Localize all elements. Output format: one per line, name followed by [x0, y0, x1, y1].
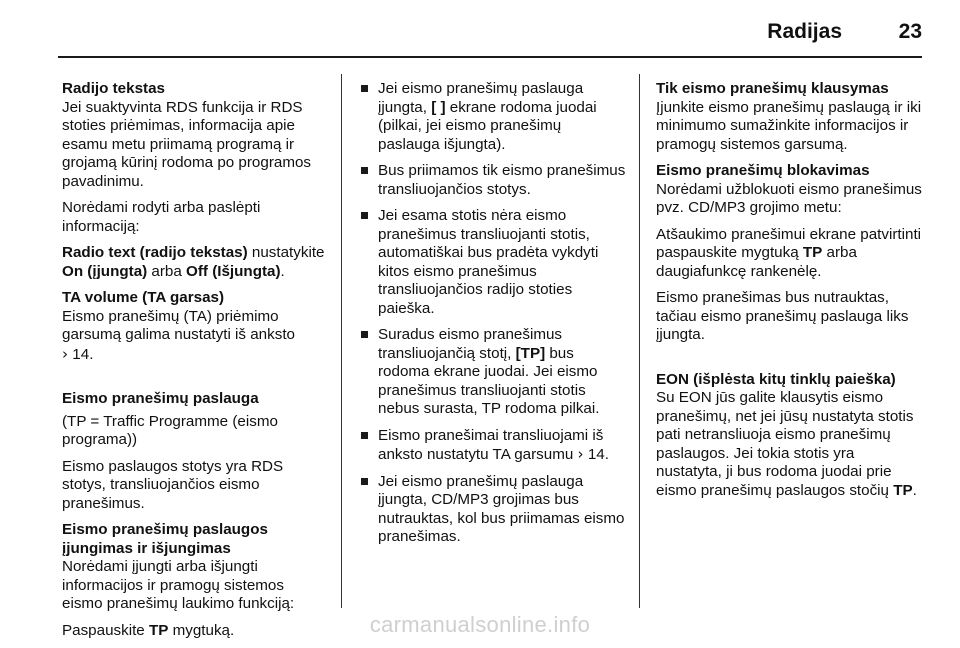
- service-heading: Eismo pranešimų paslauga: [62, 390, 259, 407]
- bullet-square-icon: [361, 212, 368, 219]
- column-divider-1: [341, 74, 342, 608]
- press-pre: Paspauskite: [62, 621, 149, 639]
- header-rule: [58, 56, 922, 58]
- or-word: arba: [147, 262, 187, 280]
- bullet-4-post: bus rodoma ekrane juodai. Jei eismo pranešimus transliuojanti stotis nebus surasta, TP rodoma pilkai.: [378, 344, 600, 417]
- show-hide-paragraph: Norėdami rodyti arba paslėpti informaciją:: [62, 199, 261, 235]
- page-title: Radijas: [767, 20, 842, 43]
- list-item: [360, 326, 626, 419]
- bullet-5-pre: Eismo pranešimai transliuojami iš anksto nustatytu TA garsumu: [378, 426, 604, 463]
- page-number: 23: [898, 20, 922, 43]
- ta-volume-heading: TA volume (TA garsas): [62, 289, 225, 306]
- onoff-heading: Eismo pranešimų paslaugos įjungimas ir išjungimas: [62, 521, 268, 557]
- press-tp-button-label: TP: [148, 621, 169, 639]
- cancel-tp-button-label: TP: [802, 244, 823, 261]
- bullet-1-post: ekrane rodoma juodai (pilkai, jei eismo pranešimų paslauga išjungta).: [378, 98, 597, 153]
- list-item: [360, 427, 626, 465]
- bullet-2-text: Bus priimamos tik eismo pranešimus transliuojančios stotys.: [378, 162, 626, 198]
- ta-ref-page: 14.: [68, 345, 94, 363]
- column-middle: [360, 80, 626, 555]
- cancel-pre: Atšaukimo pranešimui ekrane patvirtinti paspauskite mygtuką: [656, 225, 922, 261]
- listen-heading: Tik eismo pranešimų klausymas: [656, 80, 889, 97]
- cancel-post: arba daugiafunkcę rankenėlę.: [656, 244, 857, 280]
- on-label: On (įjungta): [62, 262, 148, 280]
- ta-volume-paragraph: [62, 308, 328, 365]
- page-ref-arrow-icon: ›: [62, 344, 69, 363]
- bullet-square-icon: [361, 85, 368, 92]
- radio-text-instruction: [62, 244, 328, 281]
- cancel-paragraph: [656, 226, 924, 282]
- rds-paragraph: Jei suaktyvinta RDS funkcija ir RDS stoties priėmimas, informacija apie esamu metu priimamą programą ir grojamą kūrinį rodoma po programos pavadinimu.: [62, 98, 312, 190]
- bullet-list: [360, 80, 626, 547]
- onoff-paragraph: Norėdami įjungti arba išjungti informacijos ir pramogų sistemos eismo pranešimų laukimo funkciją:: [62, 558, 295, 612]
- bullet-5-page: 14.: [583, 446, 609, 463]
- radio-text-label: Radio text (radijo tekstas): [62, 244, 248, 261]
- service-paragraph: Eismo paslaugos stotys yra RDS stotys, transliuojančios eismo pranešimus.: [62, 457, 284, 512]
- page-ref-arrow-icon: ›: [577, 445, 584, 463]
- bullet-4-bold: [TP]: [515, 344, 546, 362]
- list-item: [360, 80, 626, 154]
- eon-heading: EON (išplėsta kitų tinklų paieška): [656, 370, 896, 388]
- bullet-square-icon: [361, 478, 368, 485]
- bullet-6-text: Jei eismo pranešimų paslauga įjungta, CD/MP3 grojimas bus nutrauktas, kol bus priimamas eismo pranešimas.: [378, 472, 625, 545]
- off-label: Off (Išjungta): [186, 262, 281, 280]
- list-item: [360, 207, 626, 318]
- period: .: [280, 262, 285, 280]
- bullet-square-icon: [361, 167, 368, 174]
- page-header: [58, 16, 922, 46]
- watermark: carmanualsonline.info: [369, 612, 591, 637]
- radio-text-mid: nustatykite: [247, 244, 325, 261]
- press-post: mygtuką.: [168, 621, 235, 639]
- bullet-4-pre: Suradus eismo pranešimus transliuojančią stotį,: [378, 326, 563, 362]
- block-heading: Eismo pranešimų blokavimas: [656, 162, 870, 179]
- bullet-square-icon: [361, 331, 368, 338]
- column-right: [656, 80, 924, 508]
- eon-pre: Su EON jūs galite klausytis eismo pranešimų, net jei jūsų nustatyta stotis pati netransliuoja eismo pranešimų paslaugos. Jei tokia stotis yra nustatyta, ji bus rodoma juodai prie eismo pranešimų paslaugos stočių: [656, 389, 914, 499]
- bullet-square-icon: [361, 432, 368, 439]
- service-tp-paragraph: (TP = Traffic Programme (eismo programa)): [62, 412, 278, 448]
- eon-paragraph: [656, 389, 924, 500]
- listen-paragraph: Įjunkite eismo pranešimų paslaugą ir iki minimumo sumažinkite informacijos ir pramogų sistemos garsumą.: [656, 98, 922, 153]
- eon-tp-label: TP: [893, 481, 913, 499]
- interrupt-paragraph: Eismo pranešimas bus nutrauktas, tačiau eismo pranešimų paslauga liks įjungta.: [656, 289, 909, 343]
- bullet-1-bold: [ ]: [431, 98, 446, 116]
- column-left: [62, 80, 328, 648]
- block-paragraph: Norėdami užblokuoti eismo pranešimus pvz. CD/MP3 grojimo metu:: [656, 180, 922, 216]
- ta-volume-text: Eismo pranešimų (TA) priėmimo garsumą galima nustatyti iš anksto: [62, 307, 295, 343]
- list-item: [360, 162, 626, 199]
- rds-heading: Radijo tekstas: [62, 80, 165, 97]
- eon-post: .: [912, 481, 917, 499]
- bullet-3-text: Jei esama stotis nėra eismo pranešimus transliuojanti stotis, automatiškai bus pradėta vykdyti kitos eismo pranešimus transliuojančios radijo stoties paieška.: [378, 207, 599, 317]
- bullet-1-pre: Jei eismo pranešimų paslauga įjungta,: [378, 80, 584, 116]
- column-divider-2: [639, 74, 640, 608]
- list-item: [360, 473, 626, 547]
